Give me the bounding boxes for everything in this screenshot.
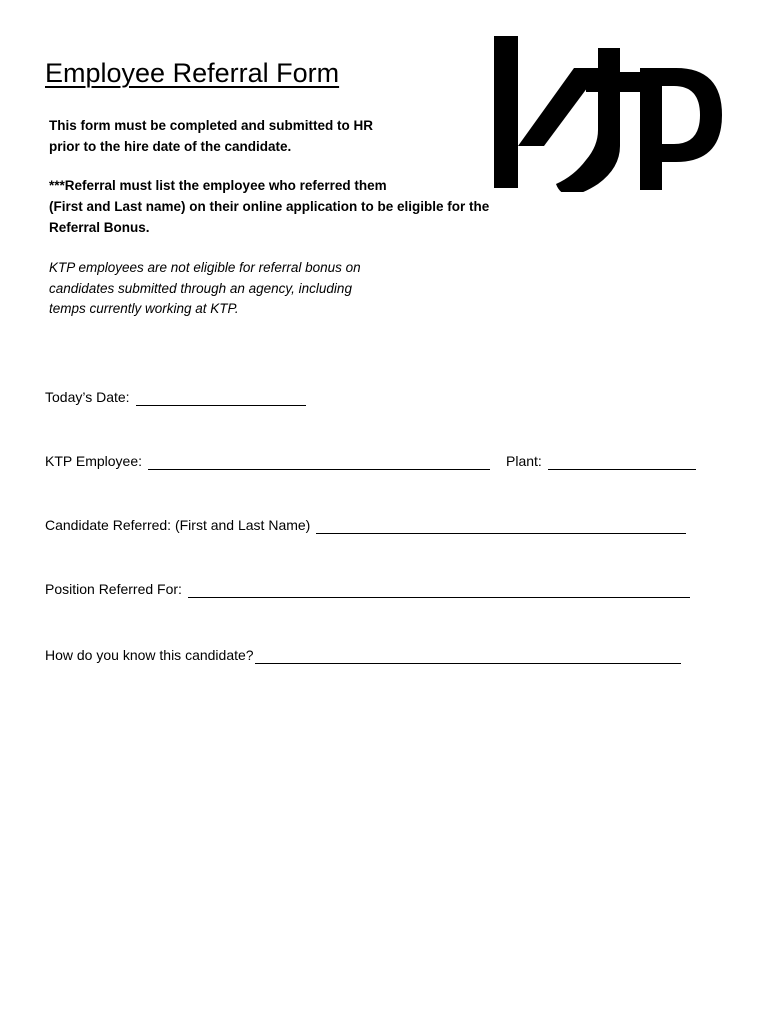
todays-date-label: Today’s Date:	[45, 389, 130, 405]
intro-text	[49, 115, 373, 157]
disclaimer-line: KTP employees are not eligible for referral bonus on	[49, 260, 361, 275]
logo-k-stem	[494, 36, 518, 188]
todays-date-row	[45, 388, 306, 406]
how-know-row	[45, 646, 681, 664]
referral-line: ***Referral must list the employee who referred them	[49, 178, 387, 193]
candidate-referred-label: Candidate Referred: (First and Last Name)	[45, 517, 311, 533]
ktp-employee-field[interactable]	[148, 455, 490, 470]
logo-p-bowl	[662, 68, 722, 162]
ktp-employee-label: KTP Employee:	[45, 453, 143, 469]
position-referred-row	[45, 580, 690, 598]
intro-line: This form must be completed and submitted to HR	[49, 118, 374, 133]
eligibility-disclaimer	[49, 258, 361, 320]
referral-line: Referral Bonus.	[49, 220, 150, 235]
ktp-logo	[490, 34, 724, 192]
plant-field[interactable]	[548, 455, 696, 470]
referral-line: (First and Last name) on their online application to be eligible for the	[49, 199, 490, 214]
how-know-field[interactable]	[255, 649, 681, 664]
form-title: Employee Referral Form	[45, 58, 340, 88]
candidate-referred-field[interactable]	[316, 519, 686, 534]
disclaimer-line: candidates submitted through an agency, including	[49, 280, 352, 296]
intro-line: prior to the hire date of the candidate.	[49, 139, 292, 154]
position-referred-label: Position Referred For:	[45, 581, 182, 597]
todays-date-field[interactable]	[136, 391, 306, 406]
position-referred-field[interactable]	[188, 583, 690, 598]
logo-p-stem	[640, 68, 662, 190]
candidate-referred-row	[45, 516, 686, 534]
ktp-employee-row	[45, 452, 696, 470]
plant-label: Plant:	[506, 453, 542, 469]
referral-requirement-text	[49, 175, 489, 238]
disclaimer-line: temps currently working at KTP.	[49, 301, 239, 316]
how-know-label: How do you know this candidate?	[45, 647, 254, 663]
